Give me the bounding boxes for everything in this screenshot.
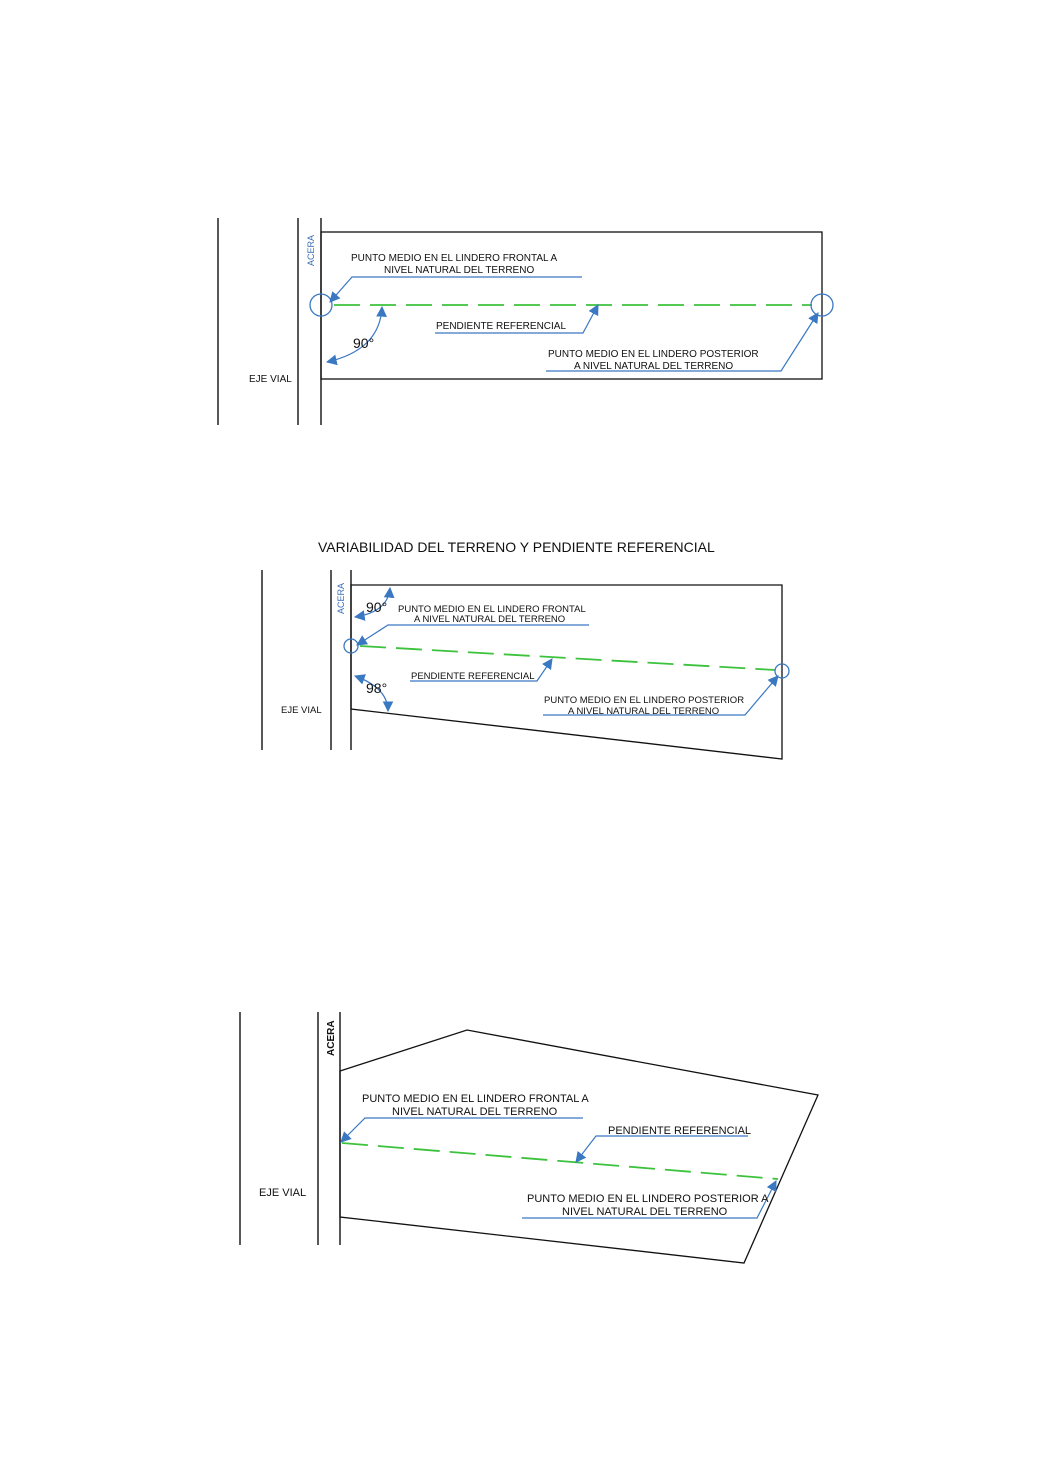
diagram-1	[218, 218, 833, 425]
acera-label: ACERA	[326, 1020, 337, 1056]
road-axis-label: EJE VIAL	[259, 1187, 307, 1199]
front-midpoint-label-line2: NIVEL NATURAL DEL TERRENO	[392, 1106, 558, 1118]
front-midpoint-label-line2: NIVEL NATURAL DEL TERRENO	[384, 265, 535, 276]
diagram-2-title: VARIABILIDAD DEL TERRENO Y PENDIENTE REFERENCIAL	[318, 539, 715, 555]
slope-label: PENDIENTE REFERENCIAL	[411, 671, 535, 682]
slope-label: PENDIENTE REFERENCIAL	[608, 1125, 752, 1137]
front-midpoint-label-line2: A NIVEL NATURAL DEL TERRENO	[414, 614, 566, 625]
rear-midpoint-label-line1: PUNTO MEDIO EN EL LINDERO POSTERIOR A	[527, 1193, 769, 1205]
diagram-3	[240, 1012, 818, 1263]
slope-leader	[576, 1136, 748, 1162]
diagram-2	[262, 539, 789, 759]
front-midpoint-leader	[341, 1118, 583, 1142]
road-axis-label: EJE VIAL	[249, 374, 292, 385]
acera-label: ACERA	[306, 234, 316, 266]
front-midpoint-leader	[357, 625, 589, 645]
rear-midpoint-label-line2: A NIVEL NATURAL DEL TERRENO	[574, 361, 734, 372]
rear-midpoint-label-line1: PUNTO MEDIO EN EL LINDERO POSTERIOR	[548, 349, 759, 360]
rear-midpoint-label-line2: NIVEL NATURAL DEL TERRENO	[562, 1206, 728, 1218]
front-midpoint-label-line1: PUNTO MEDIO EN EL LINDERO FRONTAL A	[362, 1093, 589, 1105]
reference-slope-line	[342, 1143, 778, 1179]
lot-outline	[340, 1030, 818, 1263]
front-midpoint-label-line1: PUNTO MEDIO EN EL LINDERO FRONTAL	[398, 604, 586, 615]
front-midpoint-leader	[330, 277, 582, 302]
slope-label: PENDIENTE REFERENCIAL	[436, 321, 567, 332]
acera-label: ACERA	[336, 582, 346, 614]
reference-slope-line	[360, 646, 775, 670]
road-axis-label: EJE VIAL	[281, 705, 322, 716]
rear-midpoint-label-line2: A NIVEL NATURAL DEL TERRENO	[568, 706, 720, 717]
rear-midpoint-label-line1: PUNTO MEDIO EN EL LINDERO POSTERIOR	[544, 695, 745, 706]
angle-bottom-label: 98°	[366, 680, 388, 696]
angle-top-label: 90°	[366, 599, 388, 615]
angle-label: 90°	[353, 335, 375, 351]
front-midpoint-label-line1: PUNTO MEDIO EN EL LINDERO FRONTAL A	[351, 253, 558, 264]
